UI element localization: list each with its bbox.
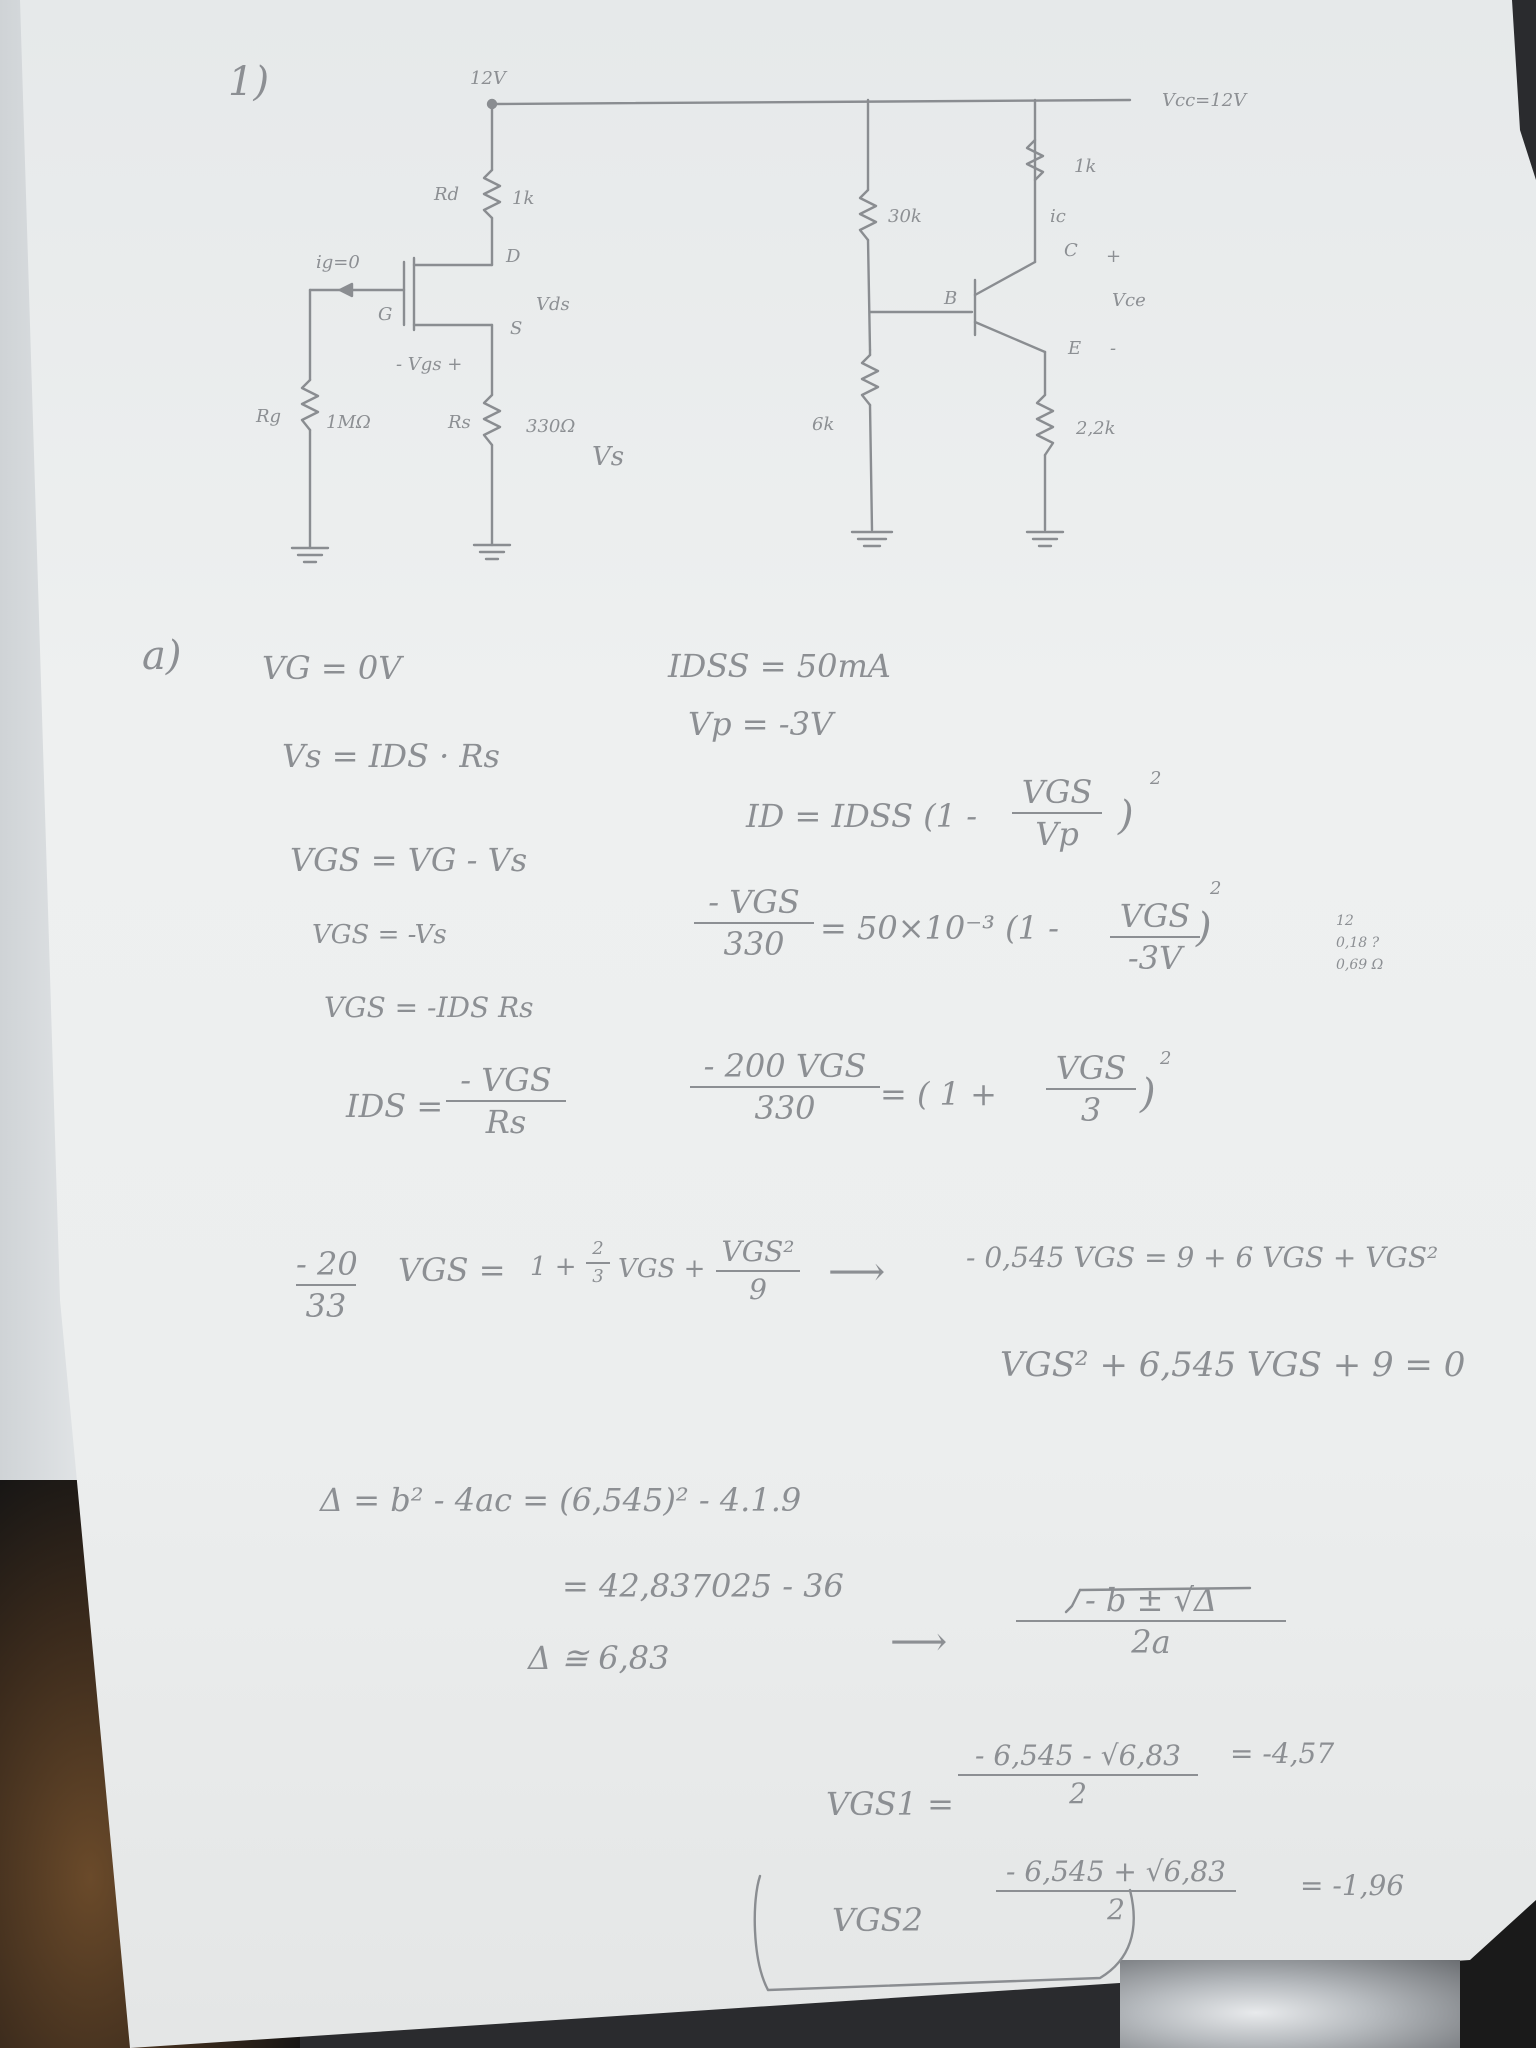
ids-eq-den: Rs xyxy=(485,1103,527,1141)
expand-num-b: 2 xyxy=(592,1238,604,1259)
shockley-exp: 2 xyxy=(1150,768,1162,789)
shockley-fraction xyxy=(1012,773,1102,853)
delta-line-1: Δ = b² - 4ac = (6,545)² - 4.1.9 xyxy=(320,1481,802,1519)
sub1-den-right: -3V xyxy=(1127,939,1183,977)
vp-given: Vp = -3V xyxy=(688,705,834,743)
sub2-num-right: VGS xyxy=(1055,1049,1127,1087)
bhaskara-num: - b ± √Δ xyxy=(1084,1581,1218,1619)
source-label: S xyxy=(510,318,523,339)
root2-value: = -1,96 xyxy=(1300,1869,1405,1902)
problem-number: 1) xyxy=(228,59,270,105)
expand-den-b: 3 xyxy=(592,1266,604,1287)
fraction-bar xyxy=(1012,812,1102,814)
margin-note-3: 0,69 Ω xyxy=(1336,957,1384,973)
shockley-lhs: ID = IDSS (1 - xyxy=(746,797,978,835)
sub2-exp: 2 xyxy=(1160,1048,1172,1069)
margin-note-2: 0,18 ? xyxy=(1336,935,1380,951)
re-value: 2,2k xyxy=(1076,418,1116,439)
shockley-rparen: ) xyxy=(1118,793,1134,839)
step-vgs-ids: VGS = -IDS Rs xyxy=(324,991,534,1024)
ids-eq-fraction xyxy=(446,1061,566,1141)
fraction-bar xyxy=(1016,1620,1286,1622)
root2-den: 2 xyxy=(1107,1893,1125,1926)
sub1-den-left: 330 xyxy=(723,925,785,963)
root1-den: 2 xyxy=(1069,1777,1087,1810)
part-label: a) xyxy=(142,633,182,679)
vce-plus: + xyxy=(1106,246,1122,267)
vgs-label: - Vgs + xyxy=(396,354,463,375)
ig-label: ig=0 xyxy=(316,252,360,273)
expand-var: VGS = xyxy=(398,1251,506,1289)
expand-den-c: 9 xyxy=(749,1273,767,1306)
vce-minus: - xyxy=(1110,338,1117,359)
expand-num-c: VGS² xyxy=(721,1235,795,1268)
expand-rhs-b: VGS + xyxy=(618,1254,706,1284)
quadratic-equation: VGS² + 6,545 VGS + 9 = 0 xyxy=(1000,1345,1466,1385)
fraction-bar xyxy=(690,1086,880,1088)
expand-rhs-a: 1 + xyxy=(530,1252,577,1282)
root2-num: - 6,545 + √6,83 xyxy=(1006,1855,1226,1888)
rd-name: Rd xyxy=(434,184,460,205)
rc-value: 1k xyxy=(1074,156,1097,177)
expand-arrow: ⟶ xyxy=(828,1249,886,1295)
fraction-bar xyxy=(446,1100,566,1102)
sub1-exp: 2 xyxy=(1210,878,1222,899)
r1-value: 30k xyxy=(888,206,922,227)
emitter-label: E xyxy=(1068,338,1082,359)
idss-given: IDSS = 50mA xyxy=(668,647,891,685)
fraction-bar xyxy=(716,1270,800,1272)
rg-name: Rg xyxy=(256,406,282,427)
fet-circuit-wires xyxy=(292,100,1130,562)
fraction-bar xyxy=(586,1262,610,1264)
sub1-rparen: ) xyxy=(1196,905,1212,951)
step-vgs: VGS = VG - Vs xyxy=(290,841,528,879)
rg-value: 1MΩ xyxy=(326,412,371,433)
root1-label: VGS1 = xyxy=(826,1785,954,1823)
sub2-right-fraction xyxy=(1046,1049,1136,1129)
fraction-bar xyxy=(996,1890,1236,1892)
shockley-den: Vp xyxy=(1035,815,1079,853)
sub1-mid: = 50×10⁻³ (1 - xyxy=(820,909,1059,947)
sub2-num-left: - 200 VGS xyxy=(703,1047,867,1085)
sub2-rparen: ) xyxy=(1140,1071,1156,1117)
fet-supply-label: 12V xyxy=(470,68,506,89)
expand-left-fraction xyxy=(296,1245,358,1325)
vce-label: Vce xyxy=(1112,290,1146,311)
vcc-label: Vcc=12V xyxy=(1162,90,1247,111)
sub1-left-fraction xyxy=(694,883,814,963)
root2-label: VGS2 xyxy=(832,1901,923,1939)
fraction-bar xyxy=(1110,936,1200,938)
delta-line-2: = 42,837025 - 36 xyxy=(562,1567,844,1605)
r2-value: 6k xyxy=(812,414,835,435)
fraction-bar xyxy=(694,922,814,924)
root2-fraction xyxy=(996,1855,1236,1926)
base-label: B xyxy=(944,288,958,309)
gate-label: G xyxy=(378,304,393,325)
sub1-num-left: - VGS xyxy=(708,883,800,921)
sub2-den-left: 330 xyxy=(754,1089,816,1127)
root1-value: = -4,57 xyxy=(1230,1737,1335,1770)
drain-label: D xyxy=(506,246,521,267)
expand-result: - 0,545 VGS = 9 + 6 VGS + VGS² xyxy=(966,1241,1439,1274)
fraction-bar xyxy=(296,1284,356,1286)
sub2-left-fraction xyxy=(690,1047,880,1127)
collector-label: C xyxy=(1064,240,1078,261)
step-vgs-neg: VGS = -Vs xyxy=(312,920,447,950)
sub1-right-fraction xyxy=(1110,897,1200,977)
ids-eq-lhs: IDS = xyxy=(346,1087,444,1125)
bhaskara-formula xyxy=(1016,1581,1286,1661)
shockley-num: VGS xyxy=(1021,773,1093,811)
expand-num-left: - 20 xyxy=(296,1245,358,1283)
expand-coef-fraction xyxy=(586,1240,610,1286)
ids-eq-num: - VGS xyxy=(460,1061,552,1099)
step-vs: Vs = IDS · Rs xyxy=(282,737,500,775)
vds-label: Vds xyxy=(536,294,570,315)
fraction-bar xyxy=(1046,1088,1136,1090)
delta-arrow: ⟶ xyxy=(890,1619,948,1665)
bhaskara-den: 2a xyxy=(1131,1623,1171,1661)
margin-note-1: 12 xyxy=(1336,913,1354,929)
expand-sq-fraction xyxy=(716,1235,800,1306)
step-vg: VG = 0V xyxy=(262,649,402,687)
sub1-num-right: VGS xyxy=(1119,897,1191,935)
delta-line-3: Δ ≅ 6,83 xyxy=(528,1639,670,1677)
sub2-den-right: 3 xyxy=(1080,1091,1102,1129)
root1-fraction xyxy=(958,1739,1198,1810)
rs-value: 330Ω xyxy=(526,416,576,437)
rd-value: 1k xyxy=(512,188,535,209)
rs-name: Rs xyxy=(448,412,471,433)
ic-label: ic xyxy=(1050,206,1066,227)
bjt-circuit-wires xyxy=(852,100,1063,546)
root1-num: - 6,545 - √6,83 xyxy=(975,1739,1181,1772)
sub2-mid: = ( 1 + xyxy=(880,1075,997,1113)
expand-den-left: 33 xyxy=(305,1287,347,1325)
fraction-bar xyxy=(958,1774,1198,1776)
vs-label: Vs xyxy=(592,442,625,472)
